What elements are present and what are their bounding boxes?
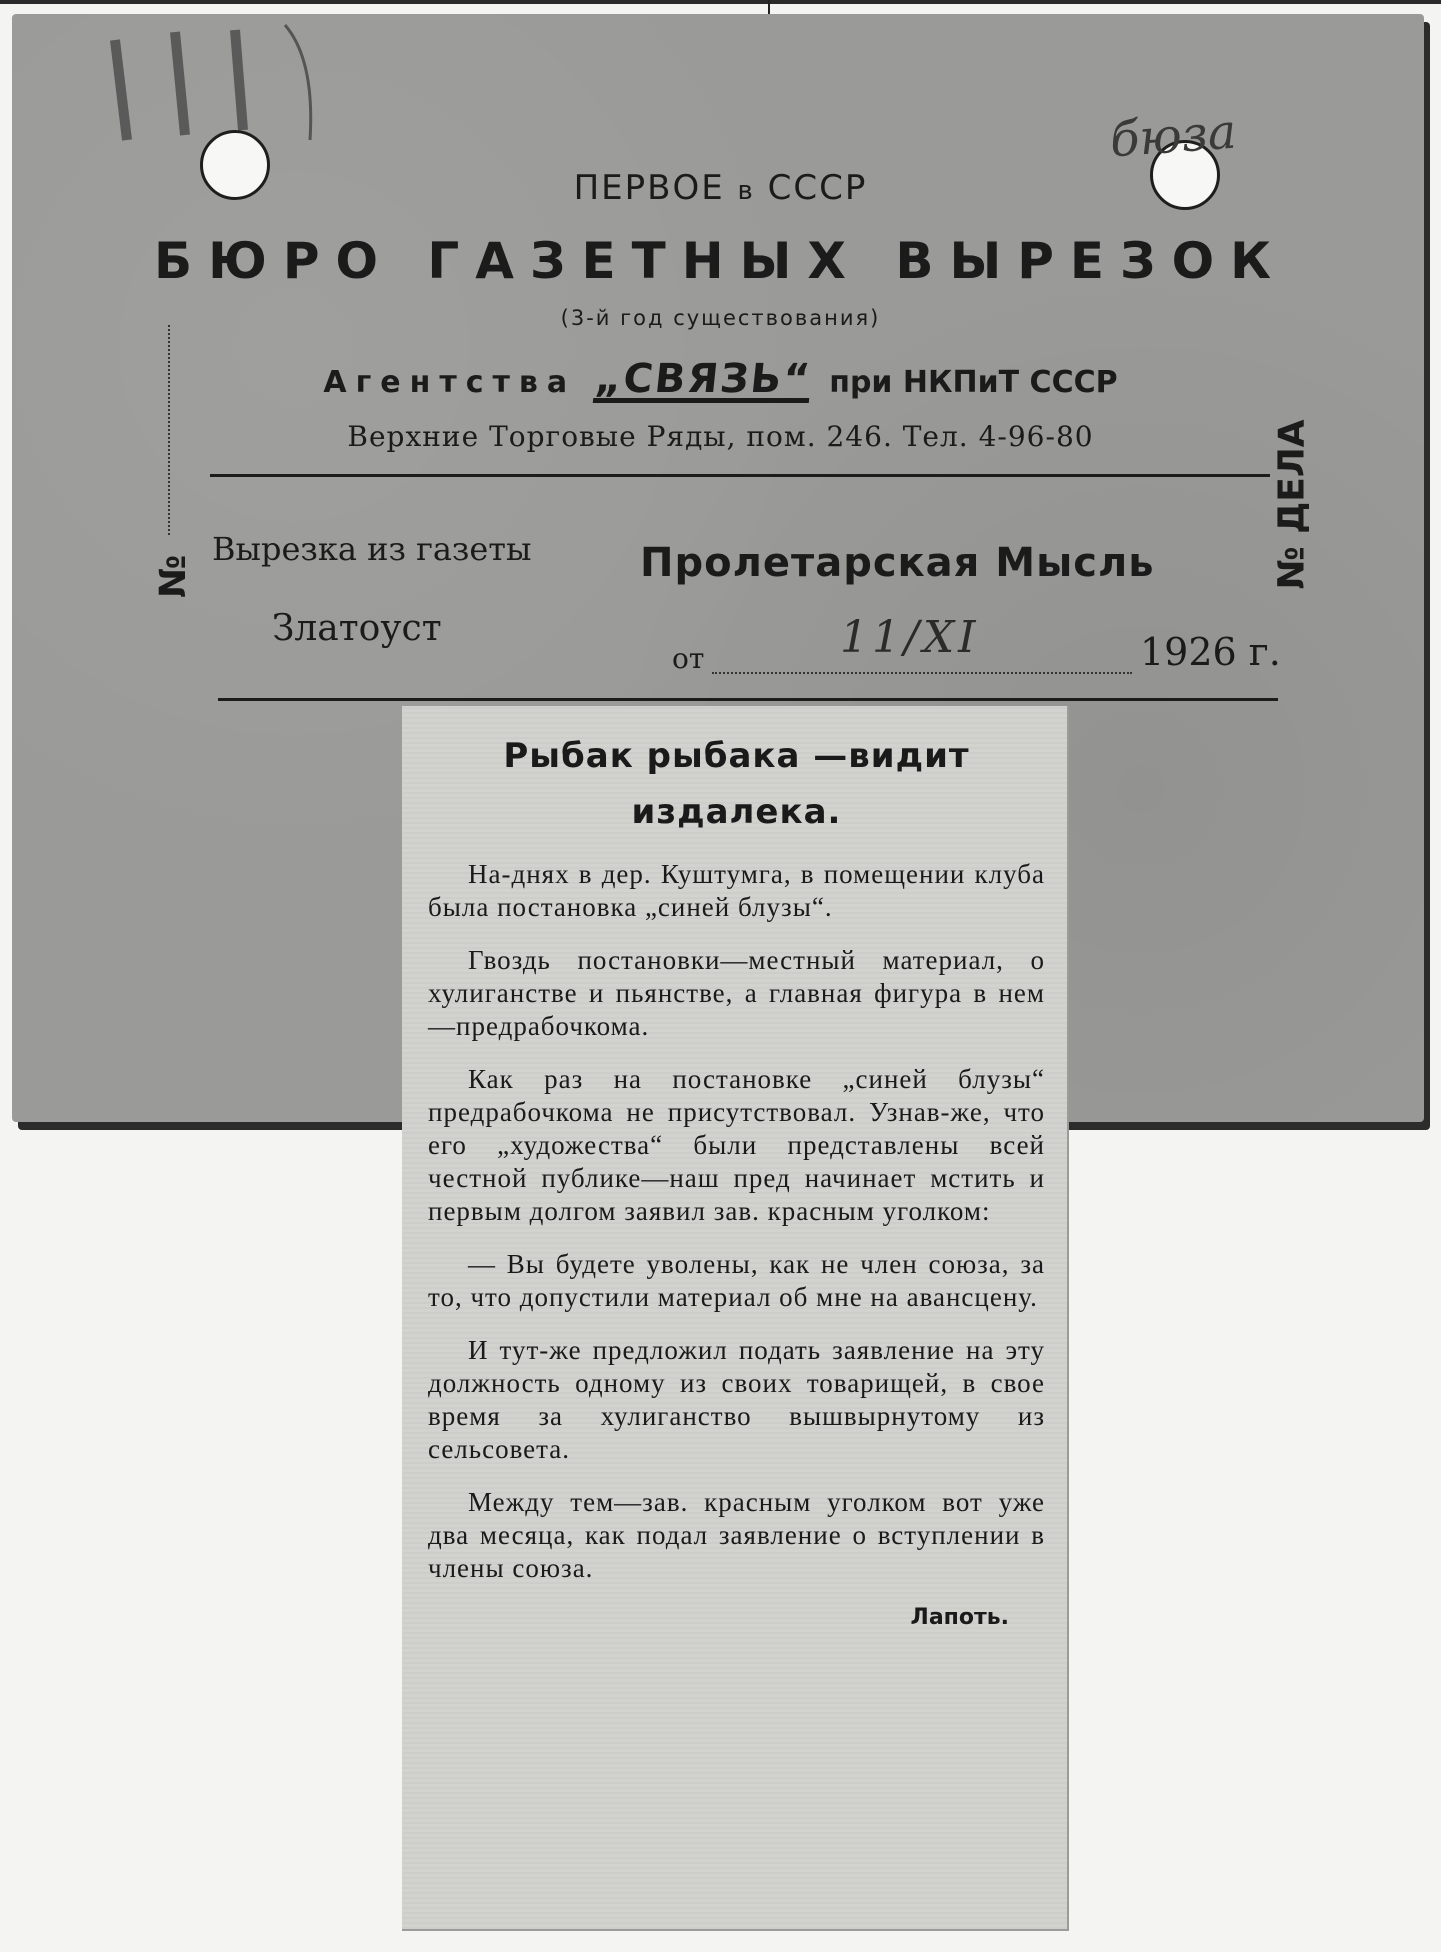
article-paragraph: Как раз на постановке „синей блузы“ предрабочкома не присутствовал. Узнав-же, что его „художества“ были представлены всей честной публике—наш пред начинает мстить и первым долгом заявил зав. красным уголком: [428, 1064, 1045, 1226]
year-label: 1926 г. [1140, 630, 1281, 674]
handwritten-date: 11/XI [840, 612, 980, 663]
header-divider [210, 474, 1270, 477]
newspaper-clipping [402, 706, 1069, 1931]
agency-suffix: при НКПиТ СССР [829, 365, 1118, 400]
date-dotted-line [712, 672, 1132, 674]
bureau-address: Верхние Торговые Ряды, пом. 246. Тел. 4-96-80 [347, 420, 1094, 453]
handwritten-corner-note: бюза [1108, 103, 1239, 169]
article-paragraph: И тут-же предложил подать заявление на эту должность одному из своих товарищей, в свое время за хулиганство вышвырнутому из сельсовета. [428, 1335, 1045, 1464]
agency-prefix: Агентства [323, 365, 577, 400]
clipping-from-label: Вырезка из газеты [212, 530, 532, 568]
city-name: Златоуст [272, 608, 442, 649]
top-border-line [0, 0, 1441, 4]
footer-divider [218, 698, 1278, 701]
left-dotted-guide [168, 325, 170, 535]
article-paragraph: Гвоздь постановки—местный материал, о хулиганстве и пьянстве, а главная фигура в нем—предрабочкома. [428, 945, 1045, 1041]
first-word: ПЕРВОЕ [573, 168, 725, 208]
article-paragraph: — Вы будете уволены, как не член союза, за то, что допустили материал об мне на авансцену. [428, 1249, 1045, 1312]
agency-line [0, 356, 1441, 403]
bureau-title: БЮРО ГАЗЕТНЫХ ВЫРЕЗОК [154, 232, 1287, 290]
first-preposition: в [737, 176, 755, 206]
years-note: (3-й год существования) [560, 306, 881, 330]
article-signature: Лапоть. [910, 1605, 1009, 1630]
number-label-left: № [153, 554, 195, 599]
first-country: СССР [767, 168, 868, 208]
newspaper-name: Пролетарская Мысль [640, 540, 1155, 586]
article-title: Рыбак рыбака —видит издалека. [503, 736, 970, 832]
first-in-ussr-line [0, 168, 1441, 208]
article-paragraph: На-днях в дер. Куштумга, в помещении клуба была постановка „синей блузы“. [428, 859, 1045, 922]
case-number-label: № ДЕЛА [1271, 419, 1313, 590]
article-paragraph: Между тем—зав. красным уголком вот уже два месяца, как подал заявление о вступлении в члены союза. [428, 1487, 1045, 1583]
agency-brand: „СВЯЗЬ“ [592, 356, 814, 402]
date-prefix: от [672, 642, 705, 675]
